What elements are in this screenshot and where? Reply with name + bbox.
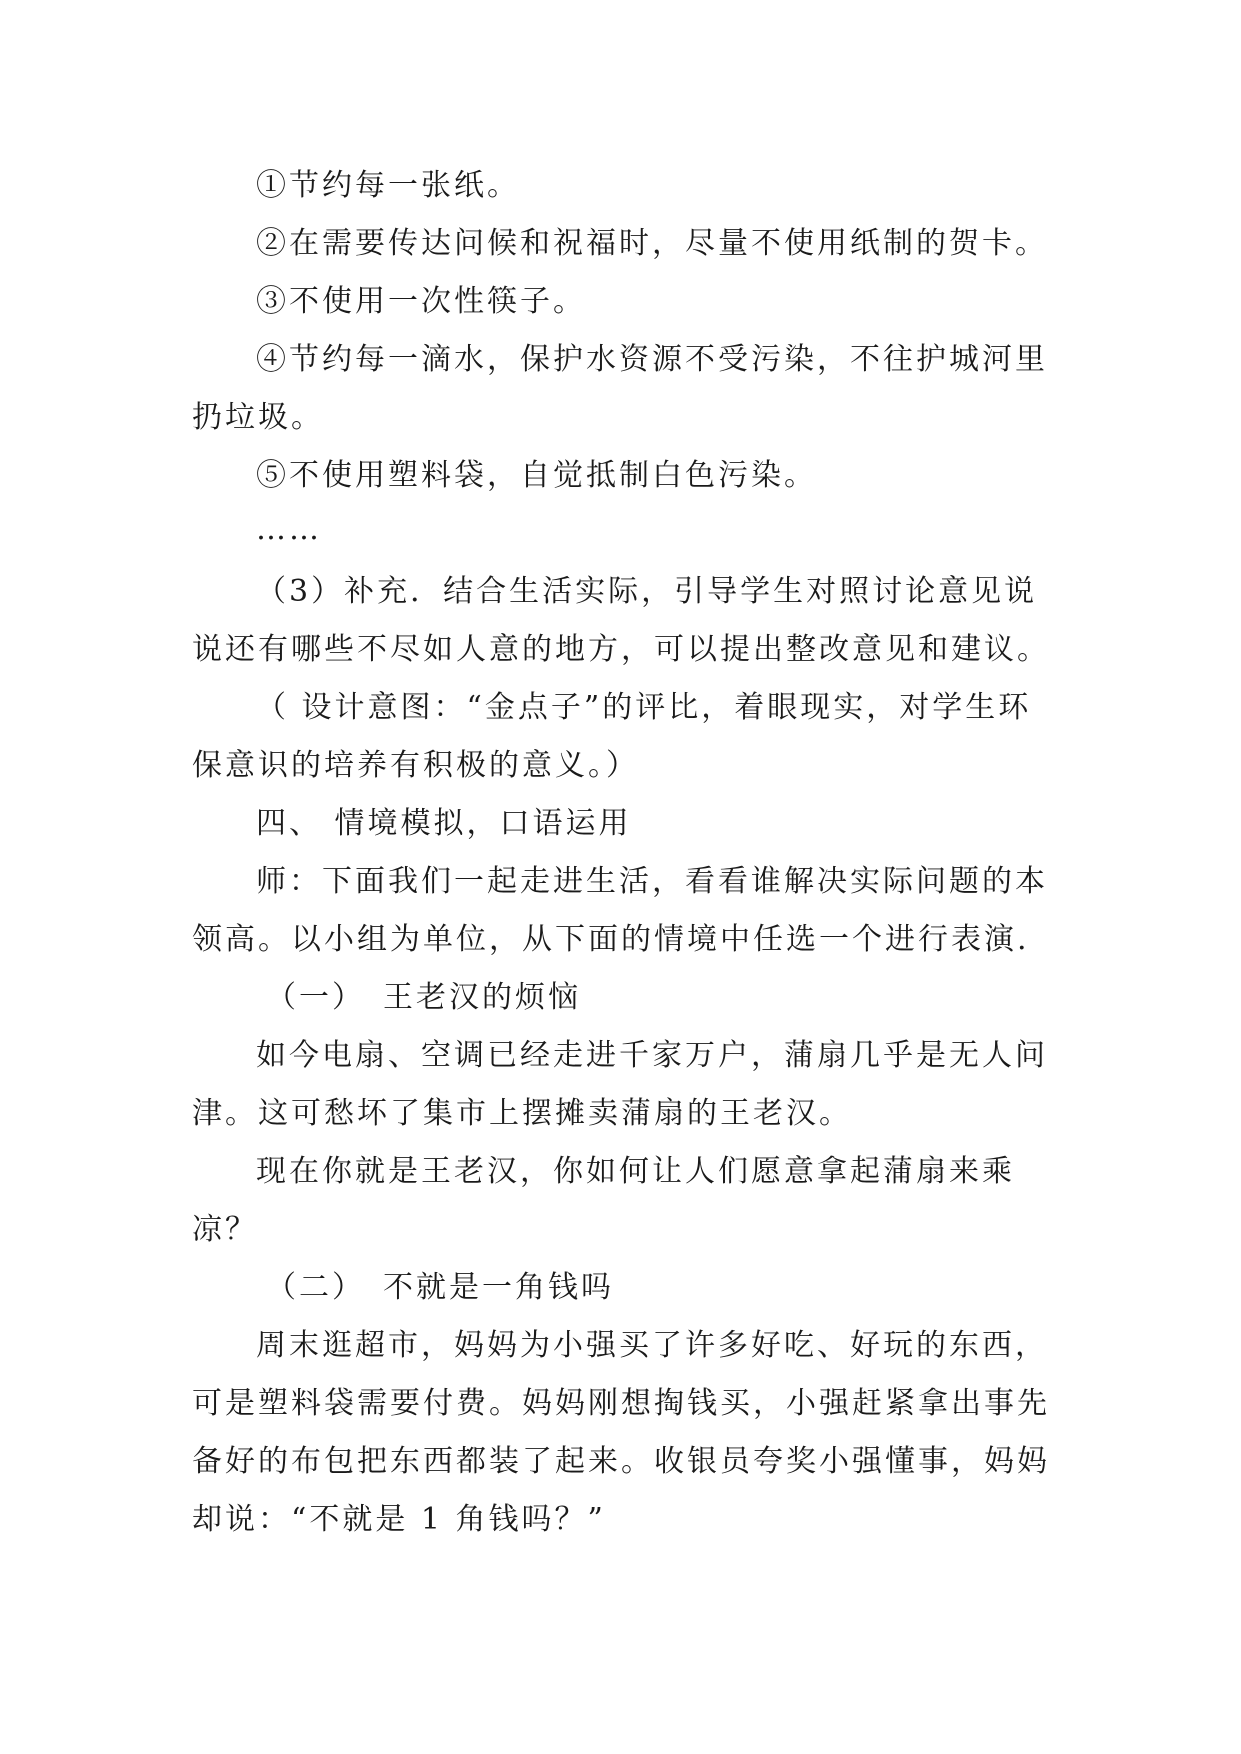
scenario-1-text: 如今电扇、空调已经走进千家万户，蒲扇几乎是无人问 [256,1038,1048,1073]
section-heading-4: 四、 情境模拟，口语运用 [256,806,632,841]
ellipsis: …… [256,512,322,547]
scenario-2-heading: （二） 不就是一角钱吗 [266,1270,614,1305]
design-intent: （ 设计意图：“金点子”的评比，着眼现实，对学生环 [256,690,1032,725]
teacher-instruction-continued: 领高。以小组为单位，从下面的情境中任选一个进行表演. [192,922,1030,957]
list-item-4-continued: 扔垃圾。 [192,400,324,435]
list-item-1: ①节约每一张纸。 [256,168,520,203]
list-item-5: ⑤不使用塑料袋，自觉抵制白色污染。 [256,458,817,493]
paragraph-supplement: （3）补充．结合生活实际，引导学生对照讨论意见说 [256,574,1038,609]
scenario-1-question-continued: 凉？ [192,1212,258,1247]
teacher-instruction: 师：下面我们一起走进生活，看看谁解决实际问题的本 [256,864,1048,899]
scenario-2-text-line-4: 却说：“不就是 1 角钱吗？” [192,1502,606,1537]
design-intent-continued: 保意识的培养有积极的意义。） [192,748,639,783]
scenario-2-text-line-2: 可是塑料袋需要付费。妈妈刚想掏钱买，小强赶紧拿出事先 [192,1386,1050,1421]
scenario-2-text: 周末逛超市，妈妈为小强买了许多好吃、好玩的东西， [256,1328,1048,1363]
scenario-1-text-continued: 津。这可愁坏了集市上摆摊卖蒲扇的王老汉。 [192,1096,852,1131]
list-item-4: ④节约每一滴水，保护水资源不受污染，不往护城河里 [256,342,1048,377]
scenario-1-question: 现在你就是王老汉，你如何让人们愿意拿起蒲扇来乘 [256,1154,1015,1189]
scenario-2-text-line-3: 备好的布包把东西都装了起来。收银员夸奖小强懂事，妈妈 [192,1444,1050,1479]
paragraph-supplement-continued: 说还有哪些不尽如人意的地方，可以提出整改意见和建议。 [192,632,1050,667]
list-item-2: ②在需要传达问候和祝福时，尽量不使用纸制的贺卡。 [256,226,1048,261]
scenario-1-heading: （一） 王老汉的烦恼 [266,980,581,1015]
list-item-3: ③不使用一次性筷子。 [256,284,586,319]
